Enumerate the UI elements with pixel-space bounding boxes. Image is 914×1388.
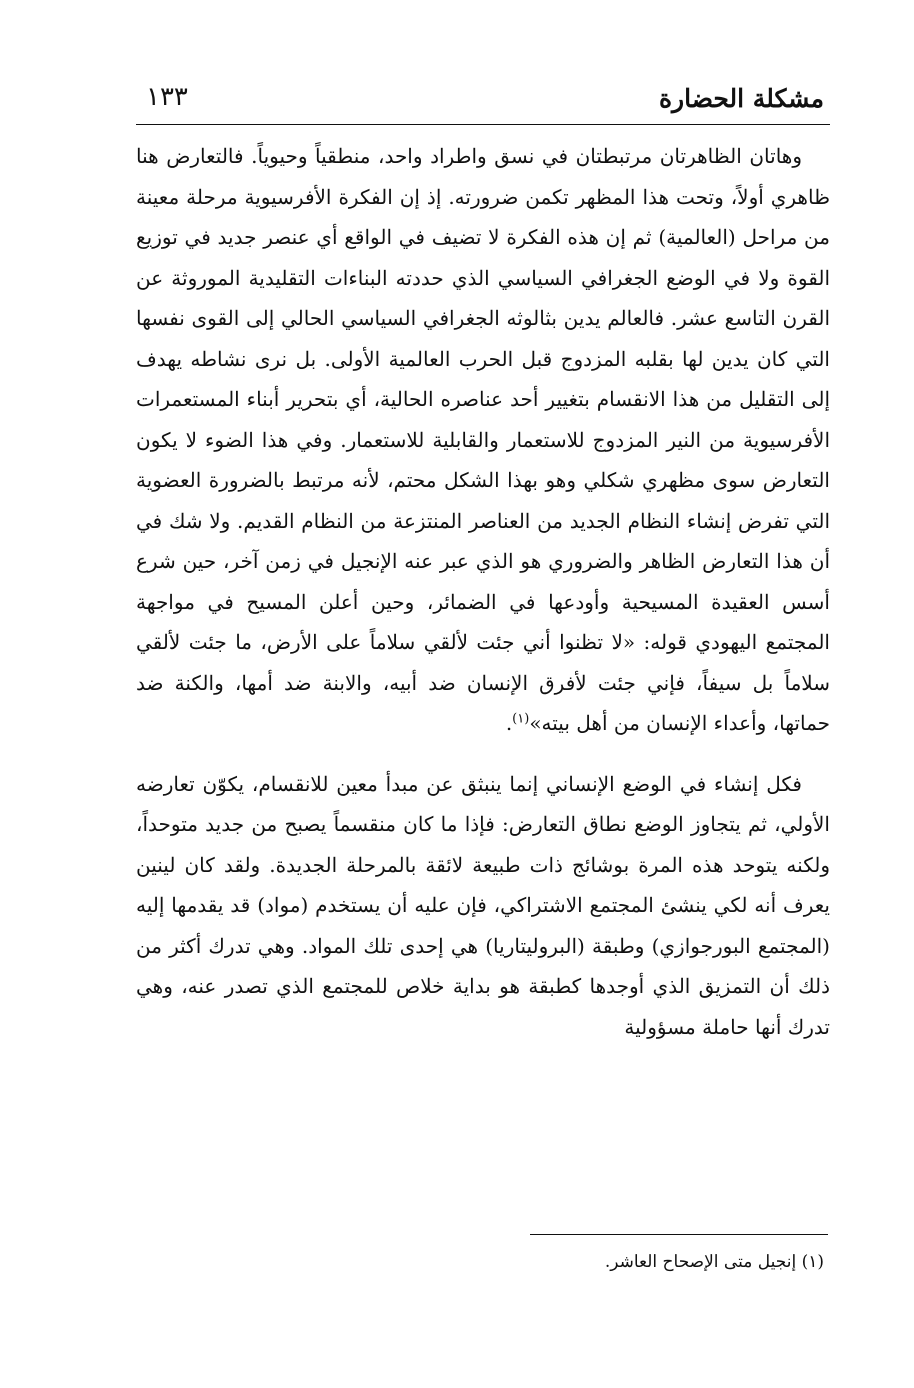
paragraph-1: [136, 136, 830, 744]
footnote-rule: [530, 1234, 828, 1235]
paragraph-1-text: وهاتان الظاهرتان مرتبطتان في نسق واطراد واحد، منطقياً وحيوياً. فالتعارض هنا ظاهري أولاً، وتحت هذا المظهر تكمن ضرورته. إذ إن الفكرة الأفرسيوية مرحلة معينة من مراحل (العالمية) ثم إن هذه الفكرة لا تضيف في الواقع أي عنصر جديد في توزيع القوة ولا في الوضع الجغرافي السياسي الذي حددته البناءات التقليدية الموروثة عن القرن التاسع عشر. فالعالم يدين بثالوثه الجغرافي السياسي الحالي إلى القوى نفسها التي كان يدين لها بقلبه المزدوج قبل الحرب العالمية الأولى. بل نرى نشاطه يهدف إلى التقليل من هذا الانقسام بتغيير أحد عناصره الحالية، أي بتحرير أبناء المستعمرات الأفرسيوية من النير المزدوج للاستعمار والقابلية للاستعمار. وفي هذا الضوء لا يكون التعارض سوى مظهري شكلي وهو بهذا الشكل محتم، لأنه مرتبط بالضرورة العضوية التي تفرض إنشاء النظام الجديد من العناصر المنتزعة من النظام القديم. ولا شك في أن هذا التعارض الظاهر والضروري هو الذي عبر عنه الإنجيل في زمن آخر، حين شرع أسس العقيدة المسيحية وأودعها في الضمائر، وحين أعلن المسيح في مواجهة المجتمع اليهودي قوله: «لا تظنوا أني جئت لألقي سلاماً على الأرض، ما جئت لألقي سلاماً بل سيفاً، فإني جئت لأفرق الإنسان ضد أبيه، والابنة ضد أمها، والكنة ضد حماتها، وأعداء الإنسان من أهل بيته»: [136, 144, 830, 735]
page-number: ١٣٣: [146, 82, 188, 112]
paragraph-2: فكل إنشاء في الوضع الإنساني إنما ينبثق عن مبدأ معين للانقسام، يكوّن تعارضه الأولي، ثم يتجاوز الوضع نطاق التعارض: فإذا ما كان منقسماً يصبح من جديد متوحداً، ولكنه يتوحد هذه المرة بوشائج ذات طبيعة لائقة بالمرحلة الجديدة. ولقد كان لينين يعرف أنه لكي ينشئ المجتمع الاشتراكي، فإن عليه أن يستخدم (مواد) قد يقدمها إليه (المجتمع البورجوازي) وطبقة (البروليتاريا) هي إحدى تلك المواد. وهي تدرك أكثر من ذلك أن التمزيق الذي أوجدها كطبقة هو بداية خلاص للمجتمع الذي تصدر عنه، وهي تدرك أنها حاملة مسؤولية: [136, 771, 830, 1039]
paragraph-1-end: .: [505, 711, 513, 735]
body-text: [136, 136, 830, 1047]
footnote-reference[interactable]: (١): [512, 711, 530, 727]
running-title: مشكلة الحضارة: [658, 84, 824, 113]
header-rule: [136, 124, 830, 125]
page-header: [130, 82, 830, 122]
footnote: (١) إنجيل متى الإصحاح العاشر.: [604, 1252, 824, 1272]
